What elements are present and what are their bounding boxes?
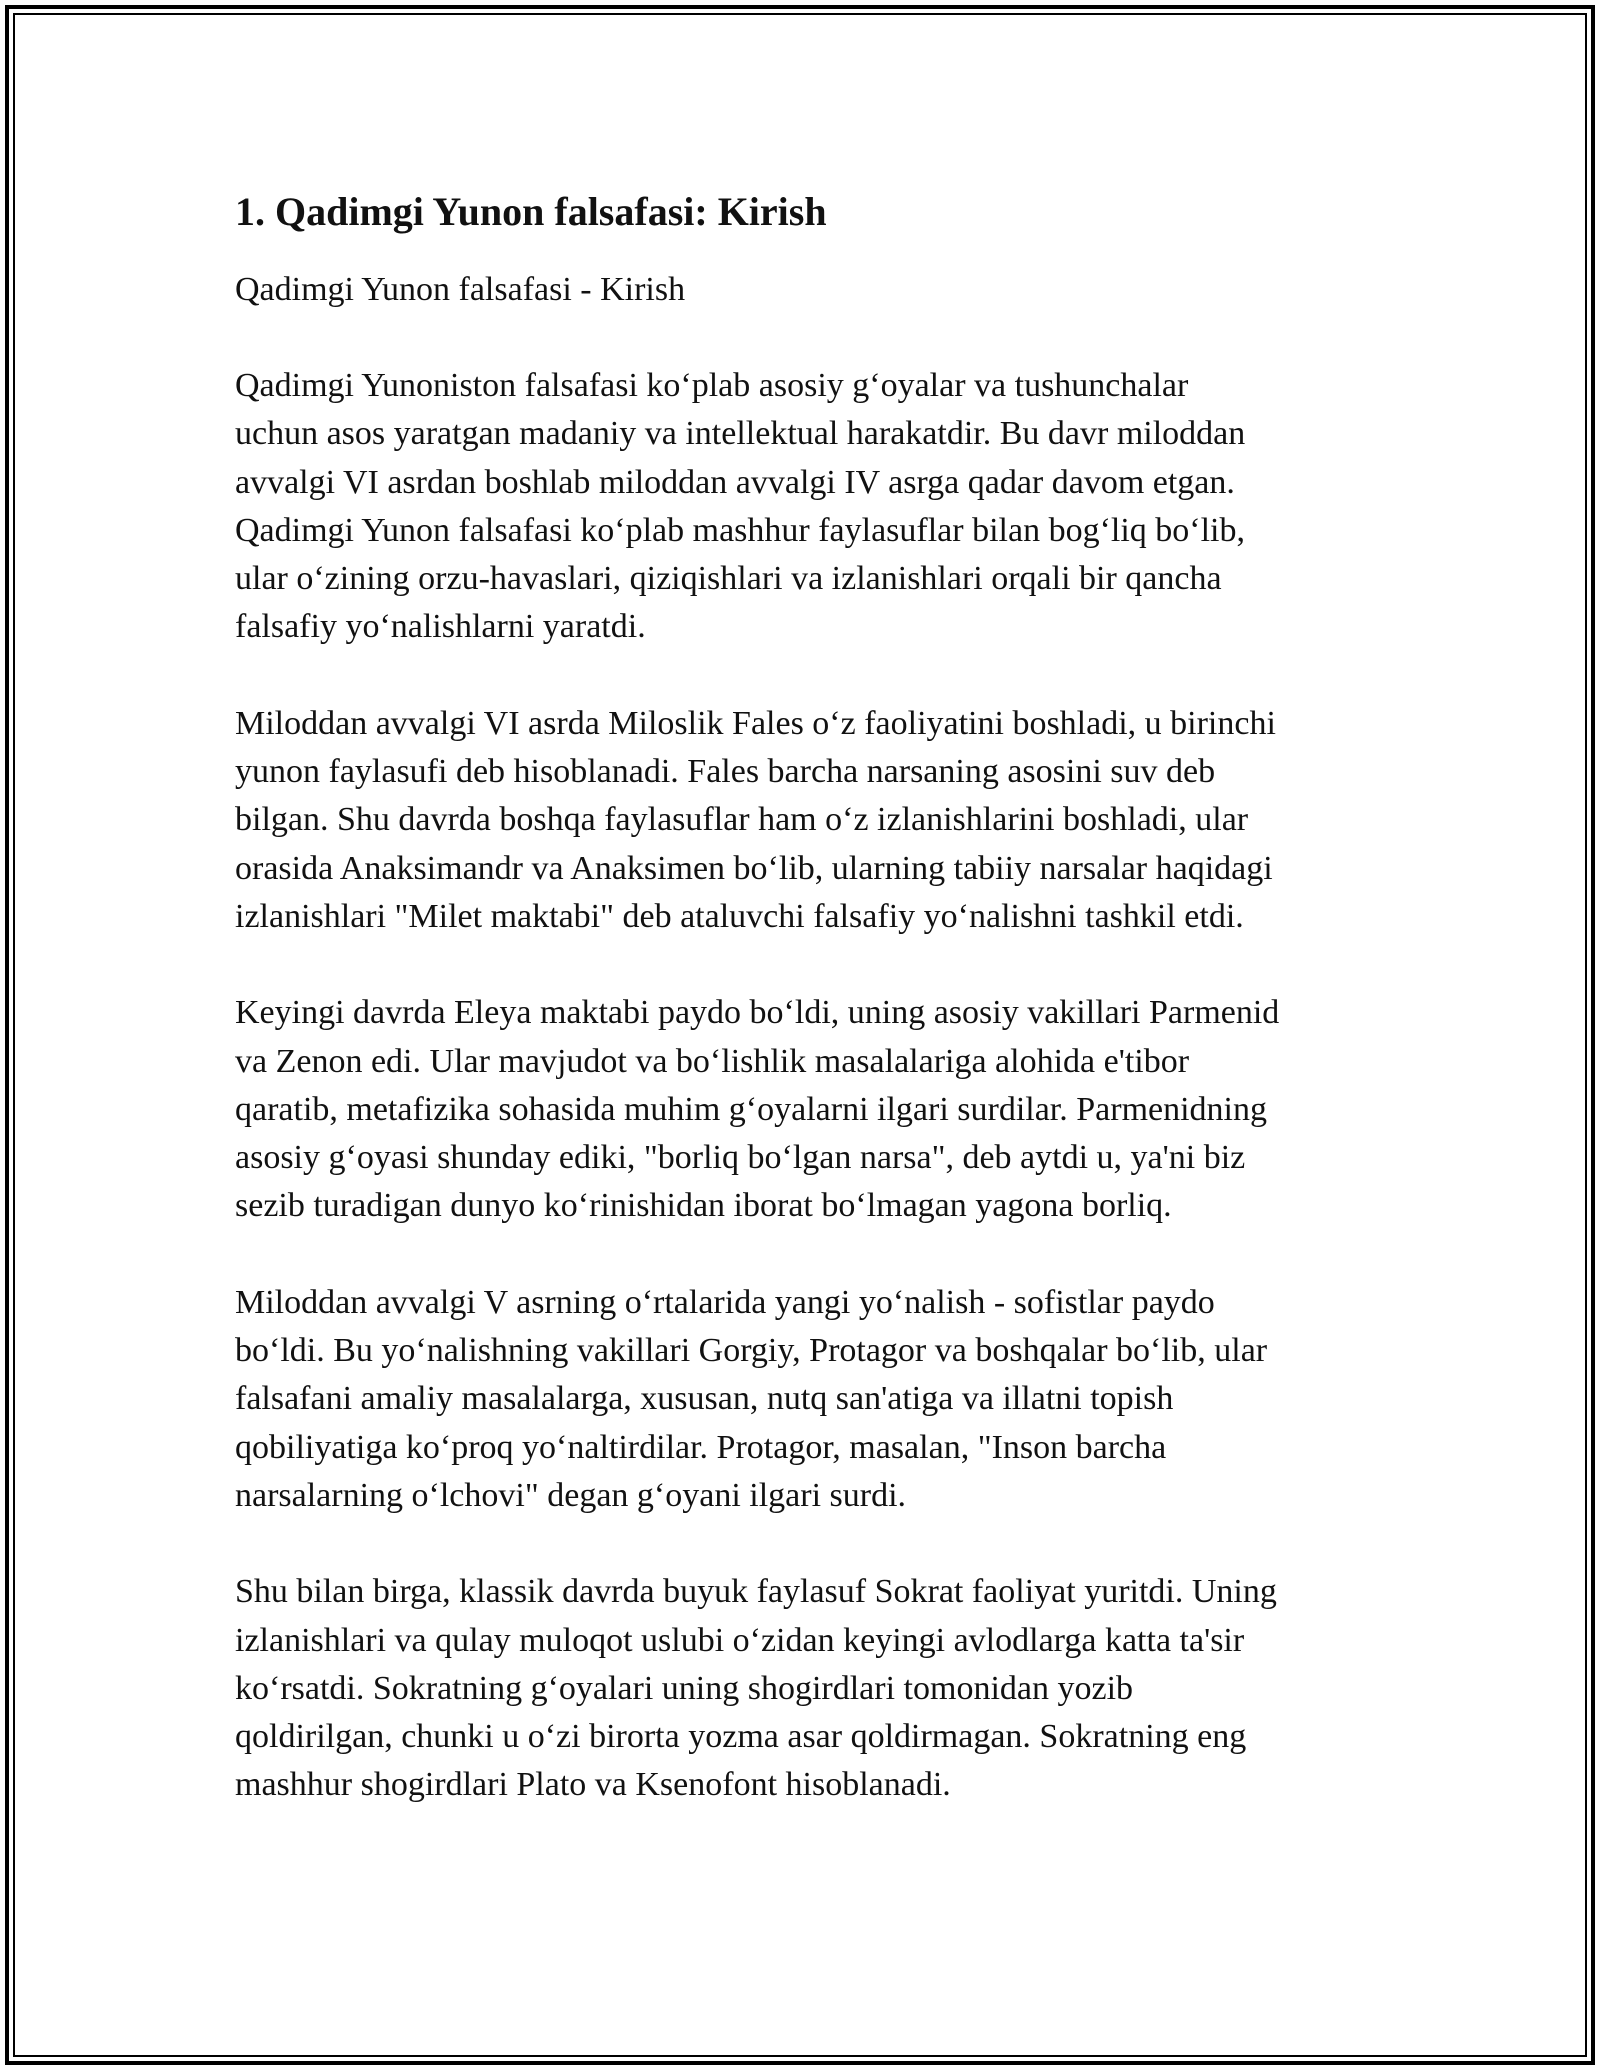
paragraph-line: Qadimgi Yunon falsafasi ko‘plab mashhur faylasuflar bilan bog‘liq bo‘lib, xyxy=(235,511,1246,549)
paragraph-line: falsafani amaliy masalalarga, xususan, nutq san'atiga va illatni topish xyxy=(235,1380,1174,1418)
paragraph-line: Shu bilan birga, klassik davrda buyuk faylasuf Sokrat faoliyat yuritdi. Uning xyxy=(235,1573,1277,1611)
paragraph-miletus xyxy=(235,700,1375,941)
paragraph-line: mashhur shogirdlari Plato va Ksenofont hisoblanadi. xyxy=(235,1766,951,1804)
paragraph-line: sezib turadigan dunyo ko‘rinishidan iborat bo‘lmagan yagona borliq. xyxy=(235,1187,1172,1225)
paragraph-line: qoldirilgan, chunki u o‘zi birorta yozma asar qoldirmagan. Sokratning eng xyxy=(235,1718,1247,1756)
paragraph-line: izlanishlari "Milet maktabi" deb ataluvchi falsafiy yo‘nalishni tashkil etdi. xyxy=(235,897,1244,935)
document-body xyxy=(235,188,1375,1858)
paragraph-line: avvalgi VI asrdan boshlab miloddan avvalgi IV asrga qadar davom etgan. xyxy=(235,463,1235,501)
paragraph-sophists xyxy=(235,1279,1375,1520)
paragraph-line: bilgan. Shu davrda boshqa faylasuflar ham o‘z izlanishlarini boshladi, ular xyxy=(235,801,1249,839)
paragraph-line: izlanishlari va qulay muloqot uslubi o‘zidan keyingi avlodlarga katta ta'sir xyxy=(235,1621,1245,1659)
paragraph-eleatic xyxy=(235,989,1375,1230)
paragraph-line: Miloddan avvalgi V asrning o‘rtalarida yangi yo‘nalish - sofistlar paydo xyxy=(235,1283,1215,1321)
paragraph-line: asosiy g‘oyasi shunday ediki, "borliq bo‘lgan narsa", deb aytdi u, ya'ni biz xyxy=(235,1139,1246,1177)
paragraph-line: Keyingi davrda Eleya maktabi paydo bo‘ldi, uning asosiy vakillari Parmenid xyxy=(235,994,1280,1032)
paragraph-line: narsalarning o‘lchovi" degan g‘oyani ilgari surdi. xyxy=(235,1476,907,1514)
paragraph-socrates xyxy=(235,1568,1375,1809)
paragraph-line: Qadimgi Yunoniston falsafasi ko‘plab asosiy g‘oyalar va tushunchalar xyxy=(235,367,1189,404)
paragraph-line: ko‘rsatdi. Sokratning g‘oyalari uning shogirdlari tomonidan yozib xyxy=(235,1669,1134,1707)
document-subtitle: Qadimgi Yunon falsafasi - Kirish xyxy=(235,271,686,308)
paragraph-line: uchun asos yaratgan madaniy va intellektual harakatdir. Bu davr miloddan xyxy=(235,415,1246,453)
document-title: 1. Qadimgi Yunon falsafasi: Kirish xyxy=(235,189,827,234)
paragraph-line: falsafiy yo‘nalishlarni yaratdi. xyxy=(235,608,646,646)
paragraph-line: yunon faylasufi deb hisoblanadi. Fales barcha narsaning asosini suv deb xyxy=(235,753,1216,791)
paragraph-line: orasida Anaksimandr va Anaksimen bo‘lib, ularning tabiiy narsalar haqidagi xyxy=(235,849,1273,887)
paragraph-intro xyxy=(235,362,1375,652)
paragraph-line: Miloddan avvalgi VI asrda Miloslik Fales o‘z faoliyatini boshladi, u birinchi xyxy=(235,704,1276,742)
paragraph-line: va Zenon edi. Ular mavjudot va bo‘lishlik masalalariga alohida e'tibor xyxy=(235,1042,1190,1080)
paragraph-line: bo‘ldi. Bu yo‘nalishning vakillari Gorgiy, Protagor va boshqalar bo‘lib, ular xyxy=(235,1332,1268,1370)
paragraph-line: qaratib, metafizika sohasida muhim g‘oyalarni ilgari surdilar. Parmenidning xyxy=(235,1090,1268,1128)
paragraph-line: ular o‘zining orzu-havaslari, qiziqishlari va izlanishlari orqali bir qancha xyxy=(235,560,1222,598)
paragraph-line: qobiliyatiga ko‘proq yo‘naltirdilar. Protagor, masalan, "Inson barcha xyxy=(235,1428,1167,1466)
